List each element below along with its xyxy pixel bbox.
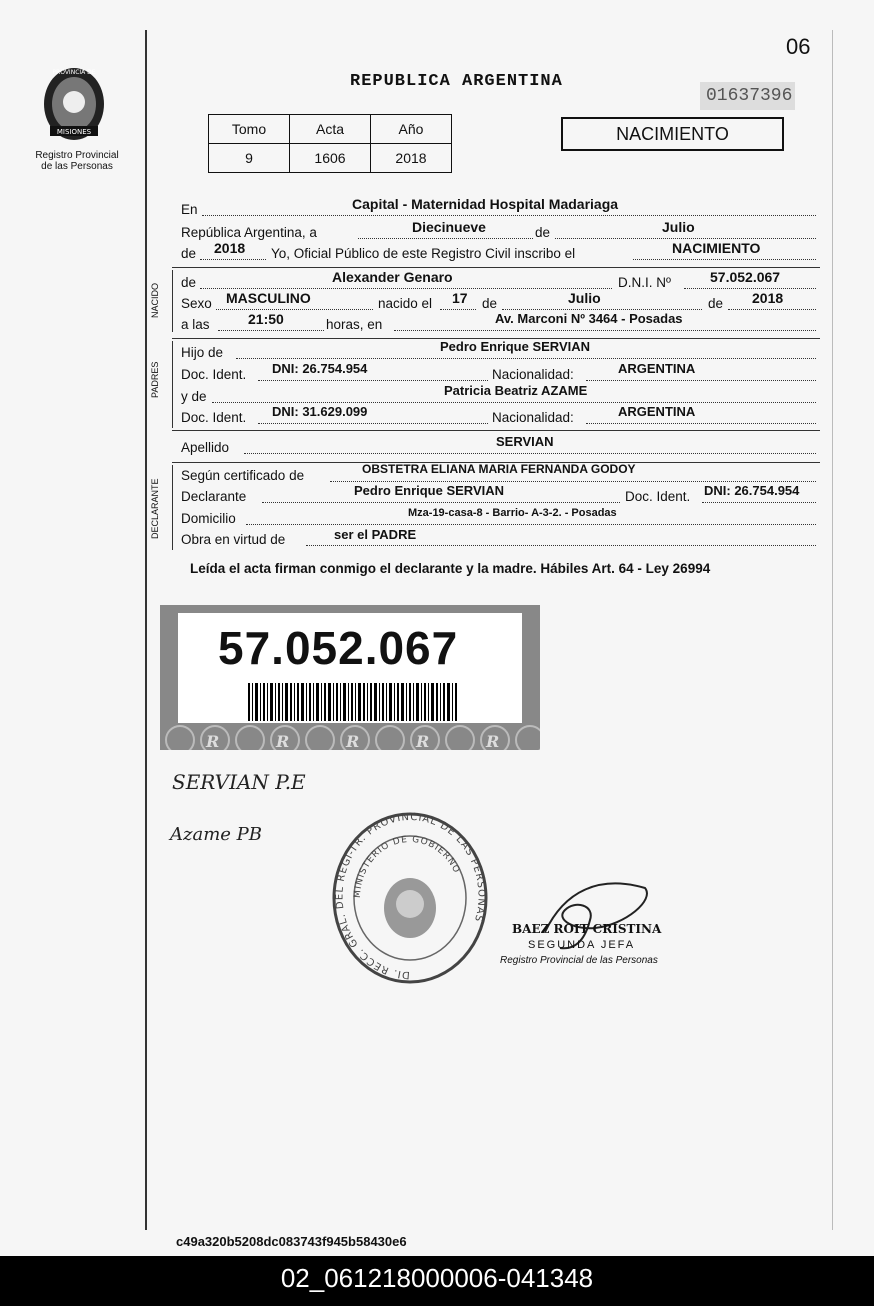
label-en: En [181, 202, 198, 217]
section-divider [172, 430, 820, 431]
signature-declarante: SERVIAN P.E [172, 770, 306, 794]
domicilio-nac-value: Av. Marconi Nº 3464 - Posadas [495, 311, 683, 326]
col-anio: Año [371, 115, 452, 144]
dotted-line [218, 330, 324, 331]
record-table [208, 114, 452, 173]
dotted-line [246, 524, 816, 525]
sticker-dni: 57.052.067 [218, 622, 459, 674]
label-nacionalidad2: Nacionalidad: [492, 410, 574, 425]
logo-text-top: PROVINCIA DE [52, 69, 96, 76]
dotted-line [728, 309, 816, 310]
label-nacido-de: de [181, 275, 197, 290]
dotted-line [244, 453, 816, 454]
label-inscribo: Yo, Oficial Público de este Registro Civil inscribo el [271, 246, 576, 261]
dotted-line [358, 238, 533, 239]
dotted-line [262, 502, 620, 503]
label-dni: D.N.I. Nº [618, 275, 671, 290]
dotted-line [633, 259, 816, 260]
seal-inner-text: MINISTERIO DE GOBIERNO [352, 834, 462, 899]
madre-dni-value: DNI: 31.629.099 [272, 404, 368, 419]
barcode [248, 683, 458, 721]
label-de2: de [181, 246, 197, 261]
label-hijo-de: Hijo de [181, 345, 224, 360]
section-line-nacido [172, 270, 173, 332]
dotted-line [200, 288, 612, 289]
registry-label-line2: de las Personas [41, 161, 113, 172]
footer-id: 02_061218000006-041348 [0, 1256, 874, 1306]
dotted-line [702, 502, 816, 503]
label-doc-ident2: Doc. Ident. [181, 410, 247, 425]
certificado-value: OBSTETRA ELIANA MARIA FERNANDA GODOY [362, 462, 636, 476]
hora-value: 21:50 [248, 311, 284, 327]
label-sexo: Sexo [181, 296, 212, 311]
record-type-box: NACIMIENTO [561, 117, 784, 151]
nombre-value: Alexander Genaro [332, 269, 453, 285]
sticker-letter: R [276, 732, 290, 750]
col-acta: Acta [290, 115, 371, 144]
official-registry: Registro Provincial de las Personas [500, 955, 658, 966]
label-horas-en: horas, en [326, 317, 383, 332]
declarante-value: Pedro Enrique SERVIAN [354, 483, 505, 498]
logo-text-bottom: MISIONES [56, 128, 92, 136]
domicilio-value: Mza-19-casa-8 - Barrio- A-3-2. - Posadas [408, 507, 617, 519]
label-segun: Según certificado de [181, 468, 305, 483]
label-de4: de [708, 296, 724, 311]
dotted-line [555, 238, 816, 239]
page-number: 06 [786, 34, 811, 59]
dotted-line [586, 380, 816, 381]
label-republica: República Argentina, a [181, 225, 317, 240]
margin-line [145, 30, 147, 1230]
dotted-line [258, 380, 488, 381]
declarante-dni-value: DNI: 26.754.954 [704, 483, 800, 498]
padre-value: Pedro Enrique SERVIAN [440, 339, 591, 354]
madre-nac-value: ARGENTINA [618, 404, 696, 419]
acta-value: 1606 [290, 144, 371, 173]
closing-statement: Leída el acta firman conmigo el declarante y la madre. Hábiles Art. 64 - Ley 26994 [190, 561, 711, 576]
official-name: BAEZ ROIT CRISTINA [512, 922, 662, 936]
dotted-line [200, 259, 266, 260]
label-doc-ident3: Doc. Ident. [625, 489, 691, 504]
dni-sticker [160, 605, 540, 750]
label-de3: de [482, 296, 498, 311]
label-obra: Obra en virtud de [181, 532, 286, 547]
dotted-line [212, 402, 816, 403]
dia-nac-value: 17 [452, 290, 468, 306]
registry-label-line1: Registro Provincial [35, 150, 119, 161]
official-role: SEGUNDA JEFA [528, 939, 636, 951]
apellido-value: SERVIAN [496, 434, 554, 449]
dotted-line [440, 309, 476, 310]
dotted-line [502, 309, 702, 310]
signature-madre: Azame PB [170, 824, 262, 845]
document-hash: c49a320b5208dc083743f945b58430e6 [176, 1234, 407, 1249]
anio-inscripcion-value: 2018 [214, 240, 246, 256]
mes-nac-value: Julio [568, 290, 601, 306]
label-nacionalidad: Nacionalidad: [492, 367, 574, 382]
dotted-line [586, 423, 816, 424]
label-a-las: a las [181, 317, 210, 332]
dotted-line [216, 309, 373, 310]
padre-nac-value: ARGENTINA [618, 361, 696, 376]
province-coat-of-arms [38, 62, 110, 144]
label-domicilio: Domicilio [181, 511, 236, 526]
sticker-letter: R [206, 732, 220, 750]
dotted-line [236, 358, 816, 359]
label-y-de: y de [181, 389, 207, 404]
dotted-line [258, 423, 488, 424]
registry-label [18, 150, 136, 172]
anio-nac-value: 2018 [752, 290, 784, 306]
sexo-value: MASCULINO [226, 290, 311, 306]
section-line-declarante [172, 465, 173, 550]
label-doc-ident: Doc. Ident. [181, 367, 247, 382]
anio-value: 2018 [371, 144, 452, 173]
dia-letras-value: Diecinueve [412, 219, 486, 235]
obra-value: ser el PADRE [334, 527, 417, 542]
seal-text: DI. RECC. GRAL. DEL REGI-TR. PROVINCIAL DE LAS PERSONAS [334, 812, 487, 981]
official-seal [330, 812, 490, 984]
dni-value: 57.052.067 [710, 269, 781, 285]
col-tomo: Tomo [209, 115, 290, 144]
padre-dni-value: DNI: 26.754.954 [272, 361, 368, 376]
lugar-value: Capital - Maternidad Hospital Madariaga [352, 196, 619, 212]
label-declarante: Declarante [181, 489, 247, 504]
label-apellido: Apellido [181, 440, 230, 455]
section-divider [172, 267, 820, 268]
madre-value: Patricia Beatriz AZAME [444, 383, 588, 398]
sticker-letter: R [486, 732, 500, 750]
section-line-padres [172, 341, 173, 428]
dotted-line [202, 215, 816, 216]
mes-value: Julio [662, 219, 695, 235]
dotted-line [330, 481, 816, 482]
side-label-nacido: NACIDO [150, 282, 160, 318]
sticker-label [178, 613, 522, 723]
side-label-padres: PADRES [150, 361, 160, 399]
label-nacido-el: nacido el [378, 296, 433, 311]
sticker-letter: R [346, 732, 360, 750]
tomo-value: 9 [209, 144, 290, 173]
dotted-line [306, 545, 816, 546]
document-title: REPUBLICA ARGENTINA [350, 72, 563, 91]
tipo-value: NACIMIENTO [672, 240, 761, 256]
sticker-letter: R [416, 732, 430, 750]
right-margin-line [832, 30, 833, 1230]
label-de: de [535, 225, 551, 240]
dotted-line [684, 288, 816, 289]
side-label-declarante: DECLARANTE [150, 478, 160, 540]
dotted-line [394, 330, 816, 331]
serial-stamp: 01637396 [700, 82, 795, 110]
